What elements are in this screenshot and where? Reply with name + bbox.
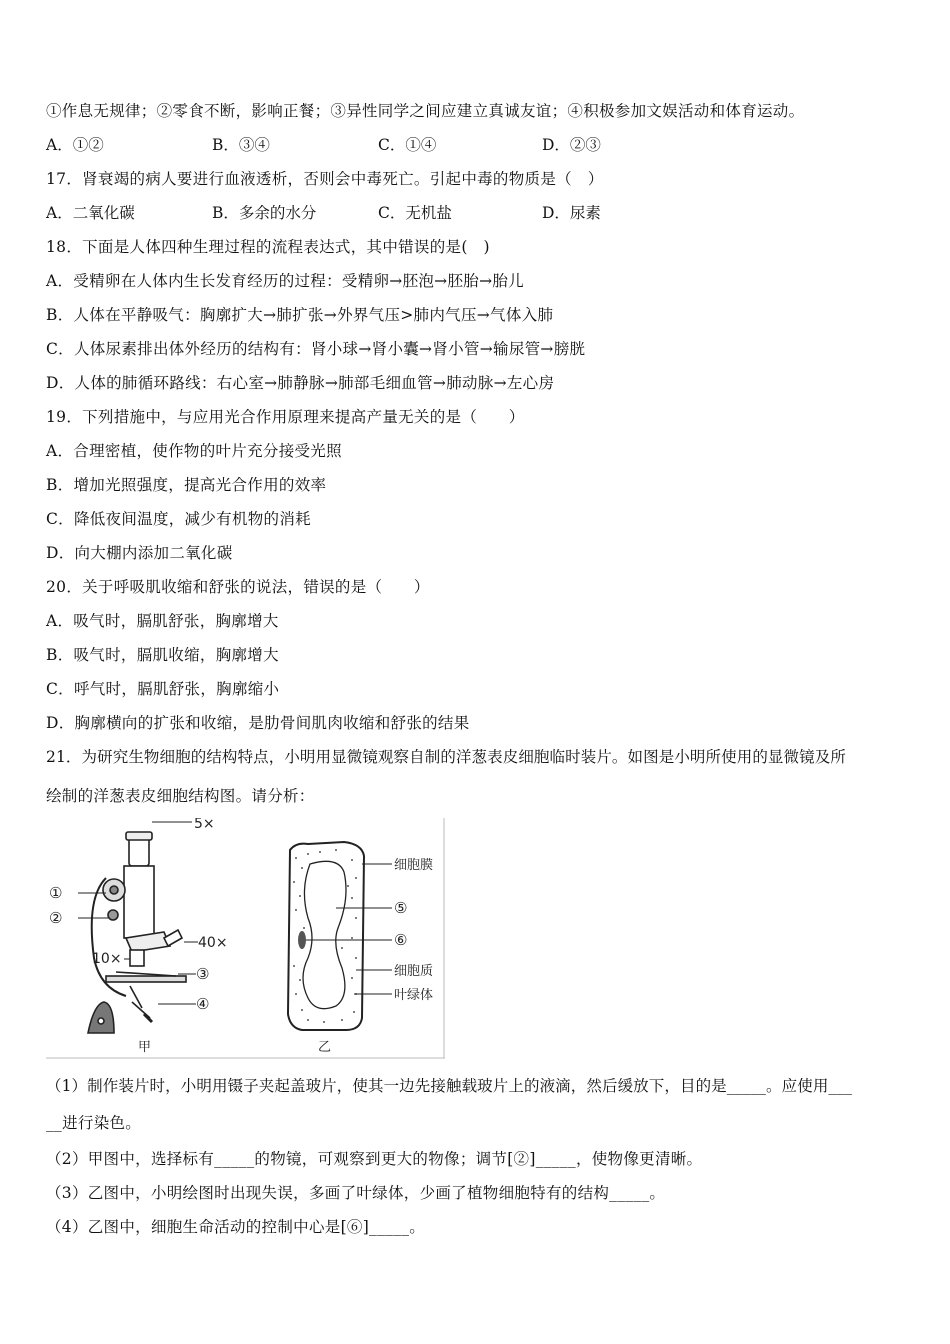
q20-option-c: C．呼气时，膈肌舒张，胸廓缩小 <box>46 680 280 698</box>
q18-option-d: D．人体的肺循环路线：右心室→肺静脉→肺部毛细血管→肺动脉→左心房 <box>46 374 555 392</box>
figure-svg <box>46 818 445 1059</box>
objective-high <box>164 930 182 946</box>
q21-sub2: （2）甲图中，选择标有_____的物镜，可观察到更大的物像；调节[②]_____，使物像更清晰。 <box>46 1150 703 1168</box>
q21-sub3: （3）乙图中，小明绘图时出现失误，多画了叶绿体，少画了植物细胞特有的结构_____。 <box>46 1184 666 1202</box>
q21-sub4: （4）乙图中，细胞生命活动的控制中心是[⑥]_____。 <box>46 1218 426 1236</box>
marker-3: ③ <box>196 965 210 983</box>
objective-low-label: 10× <box>92 951 122 967</box>
q18-option-b: B．人体在平静吸气：胸廓扩大→肺扩张→外界气压>肺内气压→气体入肺 <box>46 306 554 324</box>
marker-2: ② <box>49 909 63 927</box>
q18-stem: 18．下面是人体四种生理过程的流程表达式，其中错误的是( ) <box>46 238 490 256</box>
q21-figure <box>46 818 445 1059</box>
q16-option-d: D．②③ <box>542 136 601 154</box>
q21-sub1-line1: （1）制作装片时，小明用镊子夹起盖玻片，使其一边先接触载玻片上的液滴，然后缓放下，目的是_____。应使用___ <box>46 1077 852 1095</box>
microscope-caption: 甲 <box>138 1040 152 1055</box>
cell-membrane-label: 细胞膜 <box>394 858 434 873</box>
nucleus <box>298 931 306 949</box>
q21-stem-line2: 绘制的洋葱表皮细胞结构图。请分析： <box>46 787 315 805</box>
stage <box>106 976 186 982</box>
q17-option-d: D．尿素 <box>542 204 601 222</box>
cell-drawing <box>288 842 364 1030</box>
q20-option-d: D．胸廓横向的扩张和收缩，是肋骨间肌肉收缩和舒张的结果 <box>46 714 470 732</box>
q21-sub1-line2: __进行染色。 <box>46 1114 142 1132</box>
q21-stem-line1: 21．为研究生物细胞的结构特点，小明用显微镜观察自制的洋葱表皮细胞临时装片。如图是小明所使用的显微镜及所 <box>46 748 846 766</box>
q18-option-a: A．受精卵在人体内生长发育经历的过程：受精卵→胚泡→胚胎→胎儿 <box>46 272 524 290</box>
q19-stem: 19．下列措施中，与应用光合作用原理来提高产量无关的是（ ） <box>46 408 525 426</box>
q17-option-a: A．二氧化碳 <box>46 204 135 222</box>
q17-stem: 17．肾衰竭的病人要进行血液透析，否则会中毒死亡。引起中毒的物质是（ ） <box>46 170 604 188</box>
microscope-drawing <box>88 832 186 1033</box>
q20-option-b: B．吸气时，膈肌收缩，胸廓增大 <box>46 646 279 664</box>
q19-option-c: C．降低夜间温度，减少有机物的消耗 <box>46 510 311 528</box>
eyepiece-cap <box>126 832 152 840</box>
cytoplasm-label: 细胞质 <box>394 964 434 979</box>
marker-4: ④ <box>196 995 210 1013</box>
q17-option-b: B．多余的水分 <box>212 204 317 222</box>
q18-option-c: C．人体尿素排出体外经历的结构有：肾小球→肾小囊→肾小管→输尿管→膀胱 <box>46 340 586 358</box>
chloroplast-label: 叶绿体 <box>394 988 434 1003</box>
fine-knob <box>108 910 118 920</box>
q16-option-c: C．①④ <box>378 136 437 154</box>
q17-option-c: C．无机盐 <box>378 204 452 222</box>
marker-5: ⑤ <box>394 899 408 917</box>
objective-high-label: 40× <box>198 935 228 951</box>
eyepiece-label: 5× <box>194 818 215 832</box>
marker-1: ① <box>49 884 63 902</box>
q19-option-a: A．合理密植，使作物的叶片充分接受光照 <box>46 442 342 460</box>
q19-option-b: B．增加光照强度，提高光合作用的效率 <box>46 476 327 494</box>
intro-line: ①作息无规律；②零食不断，影响正餐；③异性同学之间应建立真诚友谊；④积极参加文娱活动和体育运动。 <box>46 102 805 120</box>
q20-stem: 20．关于呼吸肌收缩和舒张的说法，错误的是（ ） <box>46 578 430 596</box>
lens-tube <box>124 866 154 938</box>
q20-option-a: A．吸气时，膈肌舒张，胸廓增大 <box>46 612 279 630</box>
objective-low <box>130 950 144 966</box>
cell-caption: 乙 <box>318 1040 332 1055</box>
q16-option-b: B．③④ <box>212 136 270 154</box>
q16-option-a: A．①② <box>46 136 104 154</box>
q19-option-d: D．向大棚内添加二氧化碳 <box>46 544 233 562</box>
marker-6: ⑥ <box>394 931 408 949</box>
